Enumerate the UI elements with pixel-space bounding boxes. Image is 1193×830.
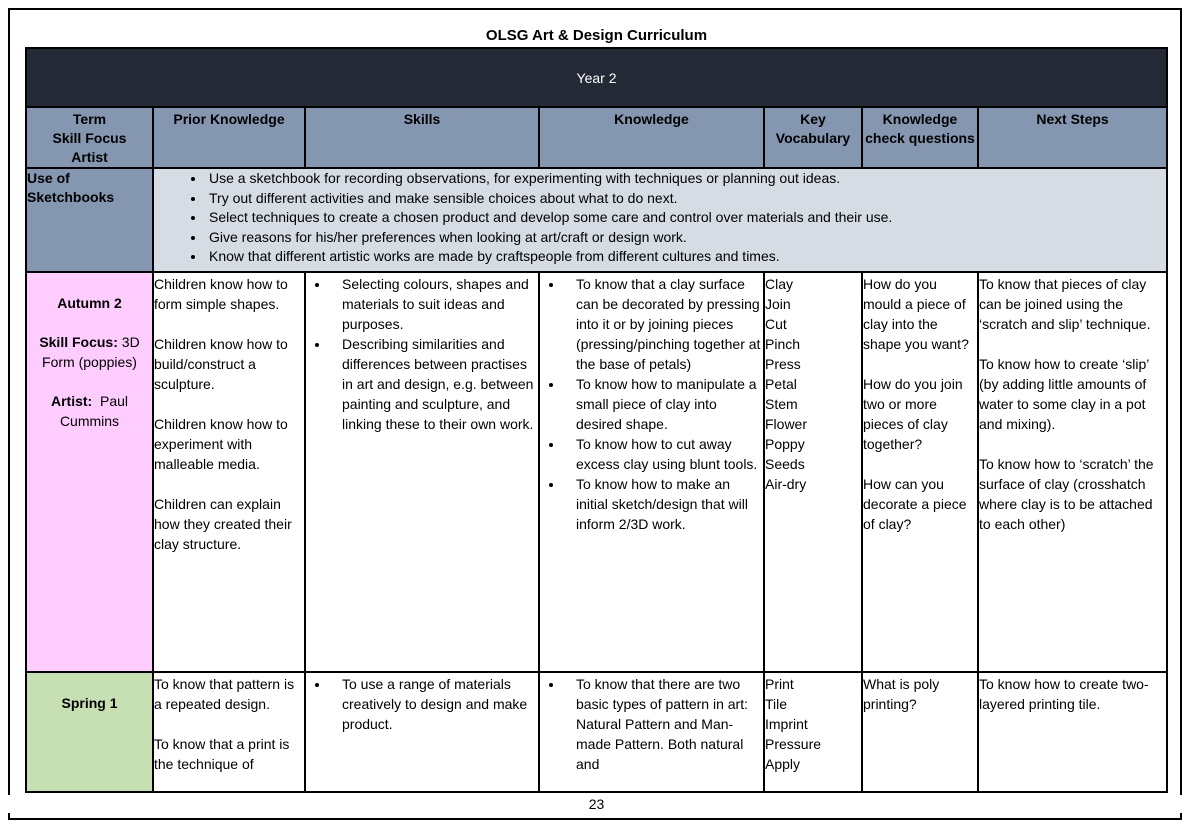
vocab-word: Flower [765,416,808,432]
skills-cell [305,272,539,672]
list-item: • To know how to manipulate a small piece of clay into desired shape. [564,374,763,434]
vocabulary-cell [764,672,862,792]
vocab-word: Air-dry [765,476,807,492]
vocab-word: Poppy [765,436,805,452]
sketchbooks-list [154,169,1166,267]
vocab-word: Stem [765,396,798,412]
vocab-word: Petal [765,376,797,392]
vocab-word: Cut [765,316,787,332]
list-item: • Know that different artistic works are made by craftspeople from different cultures and times. [206,247,1166,267]
vocab-word: Clay [765,276,794,292]
vocab-word: Imprint [765,716,808,732]
year-header-row [26,48,1167,107]
vocabulary-cell [764,272,862,672]
list-item: • Select techniques to create a chosen product and develop some care and control over materials and their use. [206,208,1166,228]
vocab-word: Print [765,676,794,692]
list-item: • Try out different activities and make sensible choices about what to do next. [206,189,1166,209]
list-item: • Describing similarities and differences between practises in art and design, e.g. between painting and sculpture, and linking these to their own work. [330,334,538,434]
column-header-check-questions: Knowledge check questions [862,107,978,168]
column-header-knowledge: Knowledge [539,107,764,168]
year-heading: Year 2 [26,48,1167,107]
term-name: Spring 1 [61,695,118,711]
term-name: Autumn 2 [57,295,122,311]
check-questions-cell: What is poly printing? [862,672,978,792]
list-item: • Selecting colours, shapes and materials to suit ideas and purposes. [330,274,538,334]
list-item: • Use a sketchbook for recording observations, for experimenting with techniques or planning out ideas. [206,169,1166,189]
column-header-term: Term Skill Focus Artist [26,107,153,168]
prior-knowledge-cell: To know that pattern is a repeated design. To know that a print is the technique of [153,672,305,792]
next-steps-cell: To know that pieces of clay can be joined using the ‘scratch and slip’ technique. To know how to create ‘slip’ (by adding little amounts of water to some clay in a pot and mixing). To know how to ‘scratch’ the surface of clay (crosshatch where clay is to be attached to each other) [978,272,1167,672]
list-item: • To use a range of materials creatively to design and make product. [330,674,538,734]
vocab-word: Pinch [765,336,801,352]
prior-knowledge-cell: Children know how to form simple shapes. Children know how to build/construct a sculpture. Children know how to experiment with malleable media. Children can explain how they created their clay structure. [153,272,305,672]
table-row-autumn-2 [26,272,1167,672]
vocab-word: Apply [765,756,801,772]
knowledge-cell [539,272,764,672]
column-header-key-vocabulary: Key Vocabulary [764,107,862,168]
sketchbooks-row [26,168,1167,272]
vocab-word: Tile [765,696,788,712]
list-item: • To know how to make an initial sketch/design that will inform 2/3D work. [564,474,763,534]
column-header-row [26,107,1167,168]
knowledge-cell [539,672,764,792]
skill-focus: Skill Focus: 3D [39,334,140,350]
page-number: 23 [0,795,1193,813]
sketchbooks-content [153,168,1167,272]
vocab-word: Join [765,296,791,312]
list-item: • To know how to cut away excess clay using blunt tools. [564,434,763,474]
list-item: • To know that a clay surface can be decorated by pressing into it or by joining pieces (pressing/pinching together at the base of petals) [564,274,763,374]
list-item: • Give reasons for his/her preferences when looking at art/craft or design work. [206,228,1166,248]
column-header-next-steps: Next Steps [978,107,1167,168]
next-steps-cell: To know how to create two-layered printing tile. [978,672,1167,792]
sketchbooks-label: Use of Sketchbooks [26,168,153,272]
list-item: • To know that there are two basic types of pattern in art: Natural Pattern and Man-made Pattern. Both natural and [564,674,763,772]
column-header-skills: Skills [305,107,539,168]
term-cell-autumn-2: Autumn 2 Skill Focus: 3D Form (poppies) Artist: Paul Cummins [26,272,153,672]
column-header-prior-knowledge: Prior Knowledge [153,107,305,168]
skills-cell [305,672,539,792]
table-row-spring-1 [26,672,1167,792]
artist: Artist: Paul [50,393,129,409]
curriculum-table [25,47,1168,793]
document-title: OLSG Art & Design Curriculum [485,27,708,44]
vocab-word: Seeds [765,456,805,472]
check-questions-cell: How do you mould a piece of clay into the shape you want? How do you join two or more pieces of clay together? How can you decorate a piece of clay? [862,272,978,672]
term-cell-spring-1 [26,672,153,792]
vocab-word: Pressure [765,736,822,752]
vocab-word: Press [765,356,801,372]
